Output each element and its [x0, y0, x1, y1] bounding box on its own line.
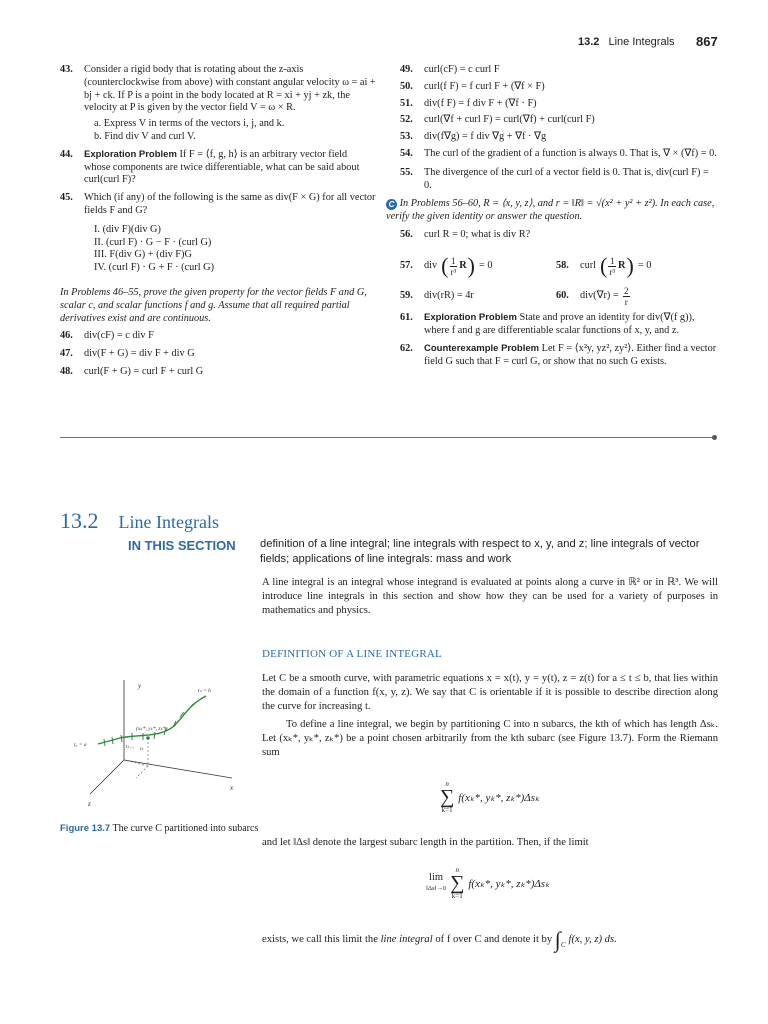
section-title: Line Integrals	[118, 512, 219, 532]
exercise-59: 59. div(rR) = 4r	[400, 289, 474, 301]
exercise-label: Exploration Problem	[424, 311, 517, 323]
summation-symbol: n ∑ k=1	[450, 866, 465, 900]
summation-symbol: n ∑ k=1	[440, 780, 455, 814]
right-exercise-column	[386, 64, 718, 369]
section-number: 13.2	[60, 508, 99, 533]
exercise-43b: b. Find div V and curl V.	[94, 130, 196, 142]
problems-instruction-56-60: C In Problems 56–60, R = ⟨x, y, z⟩, and r = ‖R‖ = √(x² + y² + z²). In each case, verify the given identity or answer the question.	[386, 198, 715, 223]
exercise-56: 56. curl R = 0; what is div R?	[400, 228, 531, 240]
definition-paragraph-2: To define a line integral, we begin by partitioning C into n subarcs, the kth of which has length Δsₖ. Let (xₖ*, yₖ*, zₖ*) be a point chosen arbitrarily from the kth subarc (see Figure 13.7). Form the Riemann sum	[262, 719, 718, 758]
exercise-label: Counterexample Problem	[424, 343, 540, 355]
fraction: $\frac{2}{r}$	[623, 285, 629, 307]
page-number: 867	[696, 34, 718, 49]
sigma-glyph: ∑	[450, 872, 465, 894]
intro-paragraph: A line integral is an integral whose integrand is evaluated at points along a curve in ℝ² or in ℝ³. We will introduce line integrals in this section and show how they can be used for a variety of purposes in mathematics and physics.	[262, 577, 718, 616]
running-head-title: Line Integrals	[608, 36, 675, 48]
exercise-48: 48. curl(F + G) = curl F + curl G	[60, 365, 204, 377]
curve-c	[98, 696, 206, 744]
tn-label: tₙ = b	[198, 688, 211, 694]
exercise-52: 52. curl(∇f + curl F) = curl(∇f) + curl(curl F)	[400, 114, 595, 126]
definition-heading: DEFINITION OF A LINE INTEGRAL	[262, 648, 442, 660]
option-item: III. F(div G) + (div F)G	[94, 249, 192, 261]
definition-paragraph-3: and let ‖Δs‖ denote the largest subarc length in the partition. Then, if the limit	[262, 837, 589, 848]
in-this-section-text: definition of a line integral; line integrals with respect to x, y, and z; line integrals of vector fields; applications of line integrals: mass and work	[260, 538, 700, 565]
riemann-sum: n ∑ k=1 f(xₖ*, yₖ*, zₖ*)Δsₖ	[440, 780, 540, 814]
projection-lines	[112, 738, 148, 778]
tk-label: tₖ	[140, 747, 144, 752]
sigma-glyph: ∑	[440, 786, 455, 808]
figure-13-7	[60, 668, 256, 818]
exercise-58: 58. curl ( 1 r³ R ) = 0	[556, 252, 652, 278]
exercise-61: 61. Exploration Problem State and prove an identity for div(∇(f g)), where f and g are differentiable scalar functions of x, y, and z.	[400, 311, 695, 336]
exercise-57: 57. div ( 1 r³ R ) = 0	[400, 252, 493, 278]
exercise-43: 43. Consider a rigid body that is rotating about the z-axis (counterclockwise from above) with constant angular velocity ω = ai + bj + ck. If P is a point in the body located at R = xi + yj + zk, the velocity at P is given by the vector field V = ω × R.	[60, 64, 376, 114]
section-heading	[60, 508, 219, 534]
exercise-43a: a. Express V in terms of the vectors i, j, and k.	[94, 118, 285, 130]
exercise-44: 44. Exploration Problem If F = ⟨f, g, h⟩ is an arbitrary vector field whose components are twice differentiable, what can be said about curl(curl F)?	[60, 148, 360, 186]
exercise-46: 46. div(cF) = c div F	[60, 330, 154, 342]
x-axis-label: x	[230, 784, 234, 792]
option-item: IV. (curl F) · G + F · (curl G)	[94, 262, 215, 274]
section-divider	[60, 437, 716, 438]
exercise-label: Exploration Problem	[84, 148, 177, 160]
integral-sign: ∫	[554, 927, 561, 952]
exercise-45-options	[94, 224, 376, 275]
sample-point-label: (xₖ*, yₖ*, zₖ*)	[136, 726, 168, 732]
exercises-57-58	[400, 248, 718, 280]
left-paren: (	[441, 252, 449, 278]
limit-expression: lim ‖Δs‖→0 n ∑ k=1 f(xₖ*, yₖ*, zₖ*)Δsₖ	[426, 866, 550, 900]
fraction: 1 r³	[450, 255, 457, 277]
x-axis-line	[124, 760, 232, 778]
t0-label: t₀ = a	[74, 742, 87, 748]
technology-c-icon: C	[386, 199, 397, 210]
fraction: 1 r³	[609, 255, 616, 277]
exercise-49: 49. curl(cF) = c curl F	[400, 64, 500, 75]
lim-block: lim ‖Δs‖→0	[426, 872, 447, 892]
option-item: II. (curl F) · G − F · (curl G)	[94, 236, 212, 248]
option-item: I. (div F)(div G)	[94, 223, 161, 235]
exercise-51: 51. div(f F) = f div F + (∇f · F)	[400, 97, 537, 109]
definition-paragraph-1: Let C be a smooth curve, with parametric equations x = x(t), y = y(t), z = z(t) for a ≤ t ≤ b, that lies within the domain of a function f(x, y, z). We say that C is orientable if it is possible to describe direction along the curve for increasing t.	[262, 673, 718, 712]
exercise-47: 47. div(F + G) = div F + div G	[60, 348, 195, 360]
figure-caption-text: The curve C partitioned into subarcs	[112, 823, 259, 834]
figure-caption	[60, 822, 270, 835]
running-head	[578, 36, 675, 48]
tk-minus-1-label: tₖ₋₁	[126, 745, 134, 750]
z-axis-label: z	[88, 800, 91, 808]
right-paren: )	[467, 252, 475, 278]
definition-paragraph-4: exists, we call this limit the line integral of f over C and denote it by ∫ C f(x, y, z) ds.	[262, 927, 617, 952]
z-axis-line	[90, 760, 124, 794]
exercise-60: 60. div(∇r) = $\frac{2}{r}$	[556, 285, 629, 307]
problems-instruction: In Problems 46–55, prove the given property for the vector fields F and G, scalar c, and scalar functions f and g. Assume that all required partial derivatives exist and are continuous.	[60, 286, 367, 324]
exercise-50: 50. curl(f F) = f curl F + (∇f × F)	[400, 80, 545, 92]
exercise-53: 53. div(f∇g) = f div ∇g + ∇f · ∇g	[400, 131, 547, 143]
exercise-54: 54. The curl of the gradient of a function is always 0. That is, ∇ × (∇f) = 0.	[400, 147, 717, 159]
figure-label: Figure 13.7	[60, 823, 111, 834]
exercise-55: 55. The divergence of the curl of a vector field is 0. That is, div(curl F) = 0.	[400, 166, 709, 191]
exercises-59-60	[400, 286, 718, 308]
sample-point	[146, 736, 150, 740]
exercise-62: 62. Counterexample Problem Let F = ⟨x²y, yz², zy²⟩. Either find a vector field G such that F = curl G, or show that no such G exists.	[400, 343, 717, 368]
running-head-section: 13.2	[578, 36, 600, 48]
exercise-45: 45. Which (if any) of the following is the same as div(F × G) for all vector fields F and G?	[60, 192, 376, 216]
left-exercise-column	[60, 64, 376, 379]
curve-partition-diagram	[60, 668, 256, 818]
left-paren: (	[600, 252, 608, 278]
right-paren: )	[626, 252, 634, 278]
y-axis-label: y	[138, 682, 142, 690]
in-this-section-label: IN THIS SECTION	[128, 538, 236, 553]
divider-end-dot	[712, 435, 717, 440]
